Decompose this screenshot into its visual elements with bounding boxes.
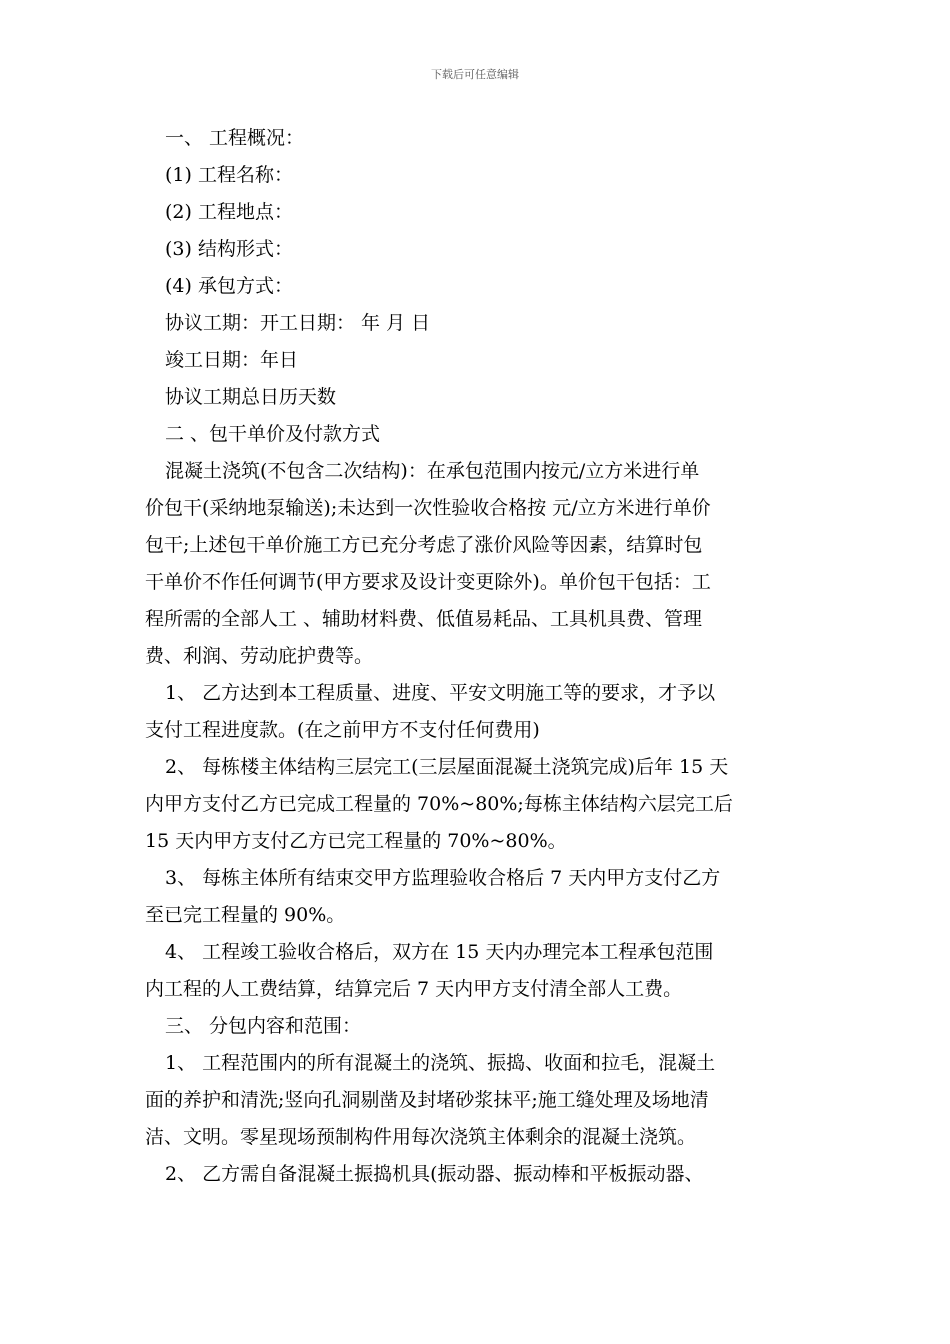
paragraph-line: 内甲方支付乙方已完成工程量的 70%~80%;每栋主体结构六层完工后: [145, 793, 733, 815]
paragraph-line: 内工程的人工费结算，结算完后 7 天内甲方支付清全部人工费。: [145, 978, 683, 1000]
paragraph-line: 2、 每栋楼主体结构三层完工(三层屋面混凝土浇筑完成)后年 15 天: [165, 756, 729, 778]
paragraph-line: 1、 工程范围内的所有混凝土的浇筑、振捣、收面和拉毛，混凝土: [165, 1052, 716, 1074]
paragraph-line: 1、 乙方达到本工程质量、进度、平安文明施工等的要求，才予以: [165, 682, 716, 704]
completion-date-line: 竣工日期：年日: [165, 349, 299, 371]
paragraph-line: 2、 乙方需自备混凝土振捣机具(振动器、振动棒和平板振动器、: [165, 1163, 704, 1185]
paragraph-line: 4、 工程竣工验收合格后，双方在 15 天内办理完本工程承包范围: [165, 941, 714, 963]
paragraph-line: 程所需的全部人工 、辅助材料费、低值易耗品、工具机具费、管理: [145, 608, 703, 630]
section-heading-1: 一、 工程概况：: [165, 127, 305, 149]
section-heading-2: 二 、包干单价及付款方式: [165, 423, 381, 445]
paragraph-line: 混凝土浇筑(不包含二次结构)：在承包范围内按元/立方米进行单: [165, 460, 700, 482]
structure-type-line: (3) 结构形式：: [165, 238, 293, 260]
paragraph-line: 至已完工程量的 90%。: [145, 904, 346, 926]
paragraph-line: 3、 每栋主体所有结束交甲方监理验收合格后 7 天内甲方支付乙方: [165, 867, 721, 889]
paragraph-line: 费、利润、劳动庇护费等。: [145, 645, 374, 667]
section-heading-3: 三、 分包内容和范围：: [165, 1015, 362, 1037]
total-days-line: 协议工期总日历天数: [165, 386, 337, 408]
project-location-line: (2) 工程地点：: [165, 201, 293, 223]
document-body: [145, 120, 810, 1193]
paragraph-line: 干单价不作任何调节(甲方要求及设计变更除外)。单价包干包括：工: [145, 571, 711, 593]
project-name-line: (1) 工程名称：: [165, 164, 293, 186]
page-header: 下载后可任意编辑: [431, 68, 519, 81]
contract-method-line: (4) 承包方式：: [165, 275, 293, 297]
start-date-line: 协议工期：开工日期： 年 月 日: [165, 312, 431, 334]
paragraph-line: 包干;上述包干单价施工方已充分考虑了涨价风险等因素，结算时包: [145, 534, 703, 556]
paragraph-line: 面的养护和清洗;竖向孔洞剔凿及封堵砂浆抹平;施工缝处理及场地清: [145, 1089, 709, 1111]
paragraph-line: 价包干(采纳地泵输送);未达到一次性验收合格按 元/立方米进行单价: [145, 497, 711, 519]
paragraph-line: 洁、文明。零星现场预制构件用每次浇筑主体剩余的混凝土浇筑。: [145, 1126, 697, 1148]
paragraph-line: 支付工程进度款。(在之前甲方不支付任何费用): [145, 719, 540, 741]
paragraph-line: 15 天内甲方支付乙方已完工程量的 70%~80%。: [145, 830, 567, 852]
